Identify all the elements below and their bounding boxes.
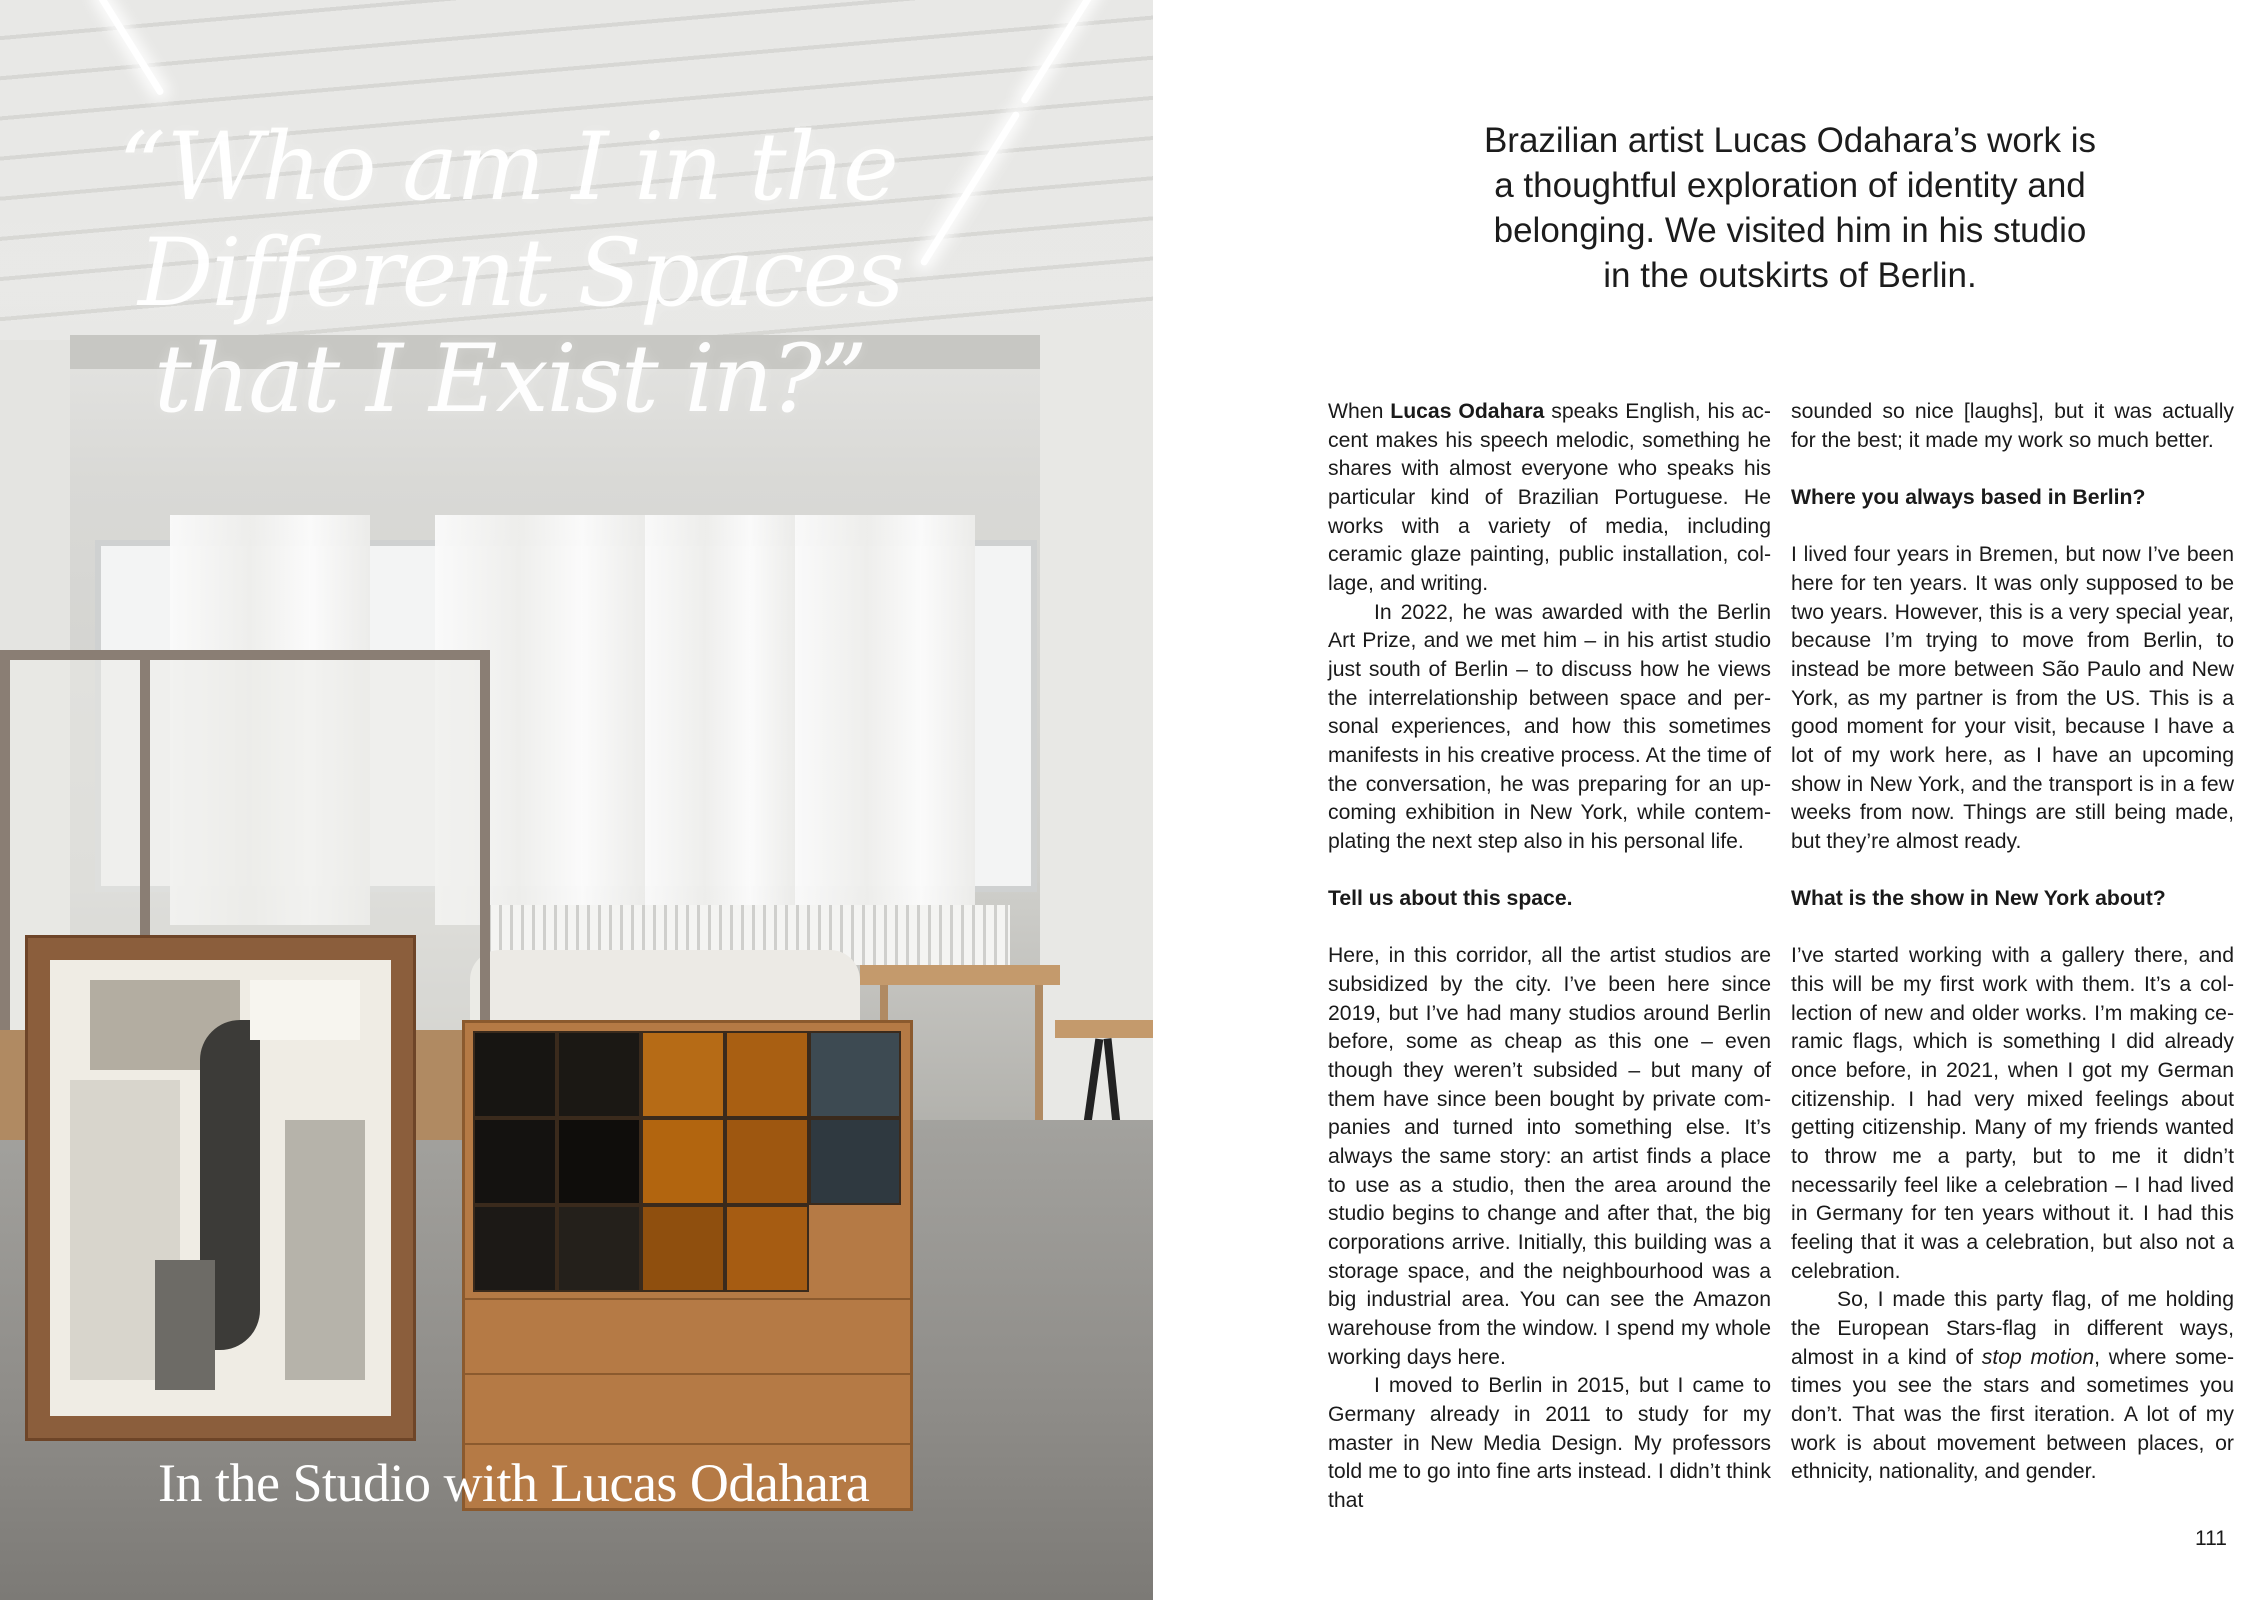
side-table xyxy=(860,965,1060,985)
interview-answer xyxy=(1791,1286,2234,1487)
collage-artwork xyxy=(25,935,416,1441)
ceramic-cabinet xyxy=(462,1020,913,1511)
article-column-left xyxy=(1328,398,1771,1516)
body-paragraph: In 2022, he was awarded with the Berlin Art Prize, and we met him – in his artist studio just south of Berlin – to discuss how he views the interrelationship between space and personal experiences, and how this sometimes manifests in his creative process. At the time of the conversation, he was preparing for an upcoming exhibition in New York, while contemplating the next step also in his personal life. xyxy=(1328,600,1771,853)
wall xyxy=(1040,320,1153,1140)
pull-quote xyxy=(118,115,1018,433)
emphasis-text: stop motion xyxy=(1981,1345,2095,1369)
interview-answer: Here, in this corridor, all the artist studios are subsidized by the city. I’ve been here since 2019, but I’ve had many studios around Berlin before, some as cheap as this one – even though they weren’t subsided – but many of them have since been bought by private companies and turned into something else. It’s always the same story: an artist finds a place to use as a studio, then the area around the studio begins to change and after that, the big corporations arrive. Initially, this building was a storage space, and the neighbourhood was a big industrial area. You can see the Amazon warehouse from the window. I spend my whole working days here. xyxy=(1328,944,1771,1369)
lede-line: in the outskirts of Berlin. xyxy=(1603,256,1977,295)
curtain xyxy=(645,515,795,925)
page-number: 111 xyxy=(2195,1527,2227,1550)
curtain xyxy=(795,515,975,925)
lede-line: belonging. We visited him in his studio xyxy=(1493,211,2087,250)
interview-answer: sounded so nice [laughs], but it was actually for the best; it made my work so much better. xyxy=(1791,400,2234,452)
interview-question: What is the show in New York about? xyxy=(1791,887,2166,911)
lede-line: a thoughtful exploration of identity and xyxy=(1494,166,2086,205)
interview-answer: I’ve started working with a gallery there, and this will be my first work with them. It’s a collection of new and older works. I’m making ceramic flags, which is something I did already once before, in 2021, when I got my German citizenship. I had very mixed feelings about getting citizenship. Many of my friends wanted to throw me a party, but to me it didn’t necessarily feel like a celebration – I had lived in Germany for ten years without it. I had this feeling that it was a celebration, but also not a celebration. xyxy=(1791,944,2234,1283)
lede xyxy=(1440,118,2140,298)
answer-text: , where sometimes you see the stars and sometimes you don’t. That was the first iteration. A lot of my work is about movement between places, or ethnicity, nationality, and gender. xyxy=(1791,1345,2235,1484)
interview-question: Tell us about this space. xyxy=(1328,887,1573,911)
interview-question: Where you always based in Berlin? xyxy=(1791,485,2146,509)
pull-quote-line: “Who am I in the xyxy=(118,113,897,222)
interview-answer: I lived four years in Bremen, but now I’ve been here for ten years. It was only supposed to be two years. However, this is a very special year, because I’m trying to move from Berlin, to instead be more between São Paulo and New York, as my partner is from the US. This is a good moment for your visit, because I have a lot of my work here, as I have an upcoming show in New York, and the transport is in a few weeks from now. Things are still being made, but they’re almost ready. xyxy=(1791,543,2234,853)
article-column-right xyxy=(1791,398,2234,1487)
intro-text: speaks English, his accent makes his speech melodic, something he shares with almost everyone who speaks his particular kind of Brazilian Portuguese. He works with a variety of media, including ceramic glaze painting, public installation, collage, and writing. xyxy=(1328,400,1771,595)
intro-paragraph xyxy=(1328,398,1771,599)
artist-name: Lucas Odahara xyxy=(1390,400,1545,423)
article-title: In the Studio with Lucas Odahara xyxy=(158,1453,870,1513)
lede-line: Brazilian artist Lucas Odahara’s work is xyxy=(1483,121,2097,160)
intro-text: When xyxy=(1328,400,1391,423)
side-table xyxy=(1055,1020,1153,1038)
pull-quote-line: Different Spaces xyxy=(138,219,903,328)
pull-quote-line: that I Exist in?” xyxy=(154,325,866,434)
answer-text: So, I made this party flag, of me holding the European Stars-flag in different ways, almost in a kind of xyxy=(1791,1288,2234,1369)
interview-answer: I moved to Berlin in 2015, but I came to Germany already in 2011 to study for my master in New Media Design. My professors told me to go into fine arts instead. I didn’t think that xyxy=(1328,1374,1771,1512)
